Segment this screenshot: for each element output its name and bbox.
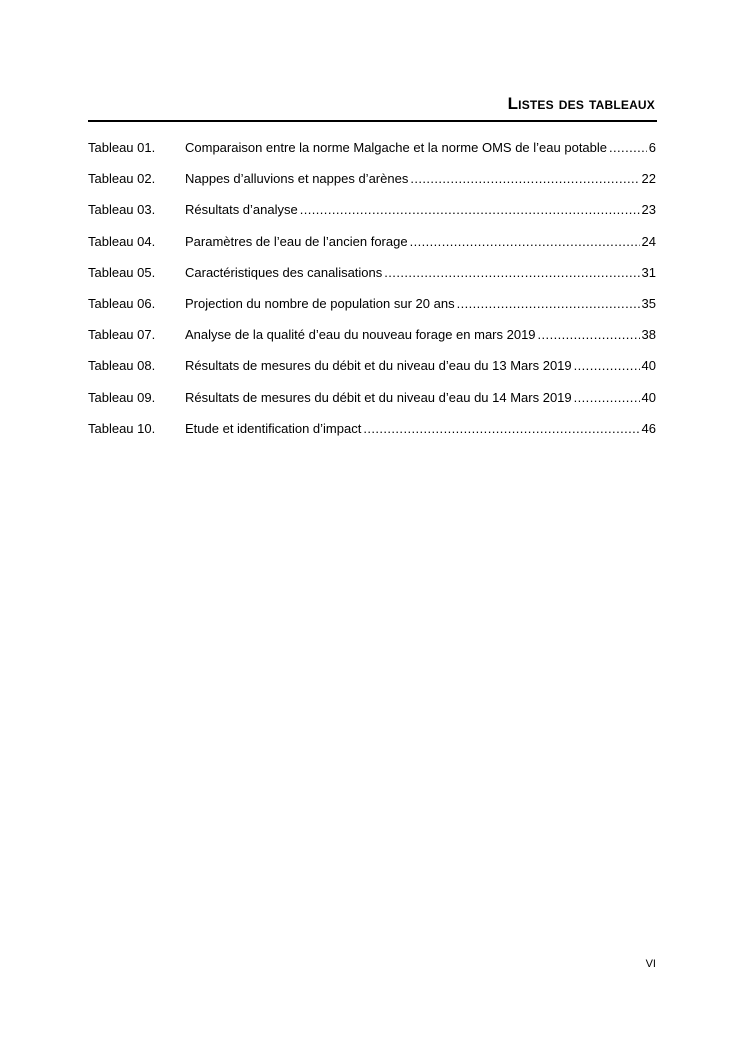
table-entry-link[interactable] xyxy=(185,261,656,285)
table-entry-title: Paramètres de l’eau de l’ancien forage xyxy=(185,233,408,249)
dot-leader xyxy=(538,323,640,347)
dot-leader xyxy=(363,417,639,441)
table-entry xyxy=(88,198,656,229)
table-entry-label: Tableau 10. xyxy=(88,420,156,436)
table-entry-label: Tableau 08. xyxy=(88,358,156,374)
dot-leader xyxy=(574,354,640,378)
dot-leader xyxy=(574,386,640,410)
table-entry-label: Tableau 04. xyxy=(88,233,156,249)
table-entry xyxy=(88,136,656,167)
table-entry-link[interactable] xyxy=(185,230,656,254)
table-entry-page: 35 xyxy=(641,295,656,311)
table-entry-title: Nappes d’alluvions et nappes d’arènes xyxy=(185,171,409,187)
page-number: VI xyxy=(645,958,656,970)
table-entry-page: 31 xyxy=(641,264,656,280)
table-entry-title: Projection du nombre de population sur 20 ans xyxy=(185,295,455,311)
table-entry-label: Tableau 03. xyxy=(88,202,156,218)
table-entry-link[interactable] xyxy=(185,292,656,316)
table-entry xyxy=(88,417,656,448)
dot-leader xyxy=(300,198,640,222)
dot-leader xyxy=(410,230,640,254)
dot-leader xyxy=(410,167,639,191)
table-entry-page: 6 xyxy=(648,140,656,155)
table-entry-page: 40 xyxy=(641,358,656,374)
table-list xyxy=(88,136,656,448)
table-entry-label: Tableau 02. xyxy=(88,171,156,187)
page-title: Listes des tableaux xyxy=(507,94,655,113)
table-entry-title: Comparaison entre la norme Malgache et la norme OMS de l’eau potable xyxy=(185,140,608,155)
table-entry-title: Résultats de mesures du débit et du niveau d’eau du 14 Mars 2019 xyxy=(185,389,572,405)
table-entry-page: 38 xyxy=(641,327,656,343)
table-entry-link[interactable] xyxy=(185,386,656,410)
table-entry-page: 23 xyxy=(641,202,656,218)
table-entry-label: Tableau 01. xyxy=(88,140,156,155)
table-entry xyxy=(88,230,656,261)
table-entry xyxy=(88,167,656,198)
table-entry-label: Tableau 07. xyxy=(88,327,156,343)
table-entry-title: Résultats d’analyse xyxy=(185,202,298,218)
table-entry-page: 40 xyxy=(641,389,656,405)
table-entry-page: 22 xyxy=(641,171,656,187)
table-entry-label: Tableau 06. xyxy=(88,295,156,311)
table-entry-link[interactable] xyxy=(185,417,656,441)
table-entry-label: Tableau 05. xyxy=(88,264,156,280)
table-entry-title: Résultats de mesures du débit et du niveau d’eau du 13 Mars 2019 xyxy=(185,358,572,374)
table-entry-link[interactable] xyxy=(185,136,656,160)
table-entry-title: Etude et identification d’impact xyxy=(185,420,362,436)
dot-leader xyxy=(609,136,647,160)
table-entry xyxy=(88,292,656,323)
table-entry-title: Analyse de la qualité d’eau du nouveau forage en mars 2019 xyxy=(185,327,536,343)
table-entry xyxy=(88,323,656,354)
table-entry-title: Caractéristiques des canalisations xyxy=(185,264,383,280)
dot-leader xyxy=(457,292,640,316)
table-entry-link[interactable] xyxy=(185,198,656,222)
table-entry-page: 46 xyxy=(641,420,656,436)
table-entry-label: Tableau 09. xyxy=(88,389,156,405)
table-entry-page: 24 xyxy=(641,233,656,249)
table-entry xyxy=(88,354,656,385)
dot-leader xyxy=(384,261,639,285)
table-entry-link[interactable] xyxy=(185,167,656,191)
table-entry xyxy=(88,261,656,292)
table-entry-link[interactable] xyxy=(185,323,656,347)
title-block xyxy=(88,88,657,122)
table-entry-link[interactable] xyxy=(185,354,656,378)
table-entry xyxy=(88,386,656,417)
